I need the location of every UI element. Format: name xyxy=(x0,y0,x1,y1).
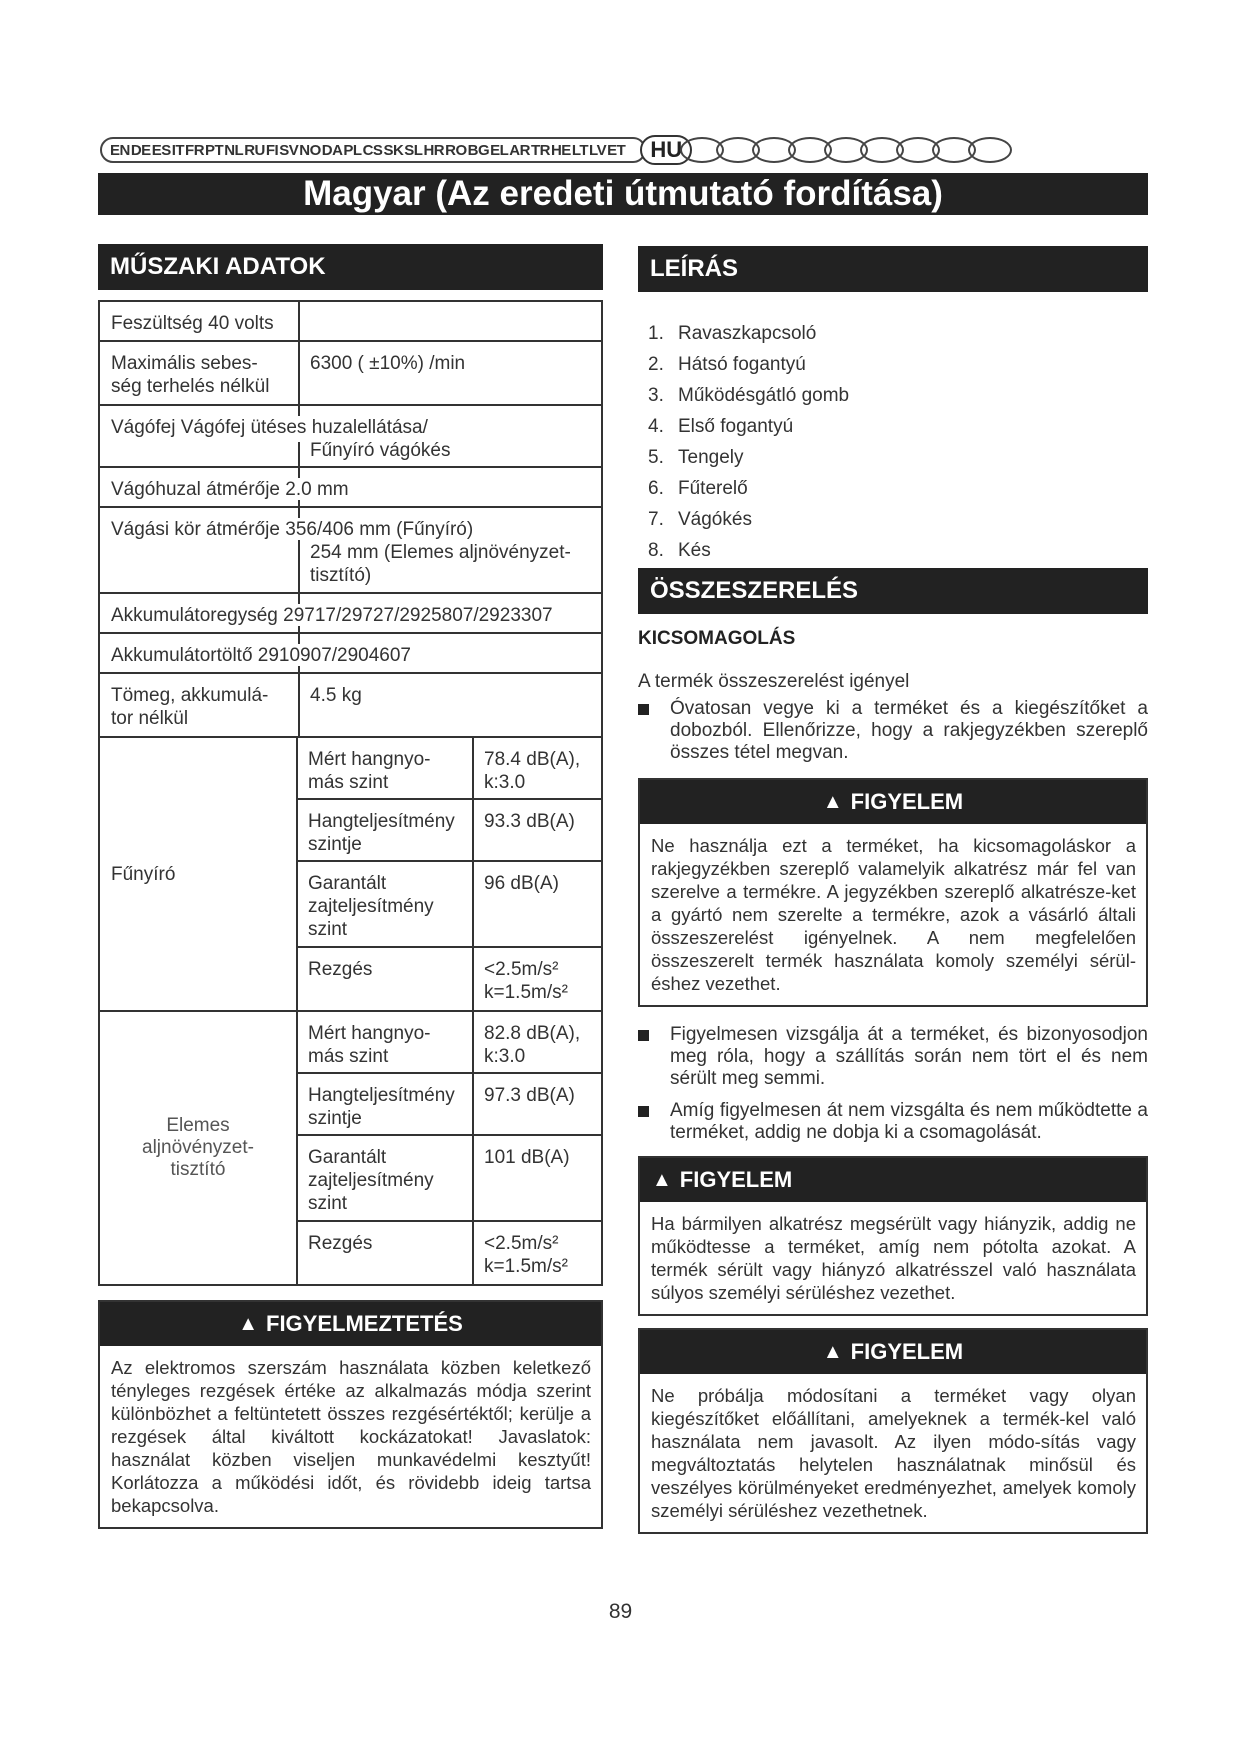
language-code: AR xyxy=(509,141,530,159)
language-code: ET xyxy=(607,141,626,159)
unpacking-intro: A termék összeszerelést igényel xyxy=(638,671,910,692)
language-code: SK xyxy=(383,141,404,159)
language-code: NO xyxy=(299,141,321,159)
bullet-square-icon xyxy=(638,1106,649,1117)
language-code: TR xyxy=(530,141,550,159)
caution-box-2: ▲ FIGYELEM Ha bármilyen alkatrész megsérült vagy hiányzik, addig ne működtesse a terméket, amíg nem pótolta azokat. A termék sérült vagy hiányzó alkatrésszel való használata súlyos személyi sérüléshez vezethet. xyxy=(638,1156,1148,1316)
language-code: RO xyxy=(445,141,467,159)
language-code: ES xyxy=(151,141,171,159)
spec-row-voltage: Feszültség 40 volts xyxy=(100,302,601,342)
spec-row-cut-circle: Vágási kör átmérője 356/406 mm (Fűnyíró) 254 mm (Elemes aljnövényzet- tisztító) xyxy=(100,508,601,594)
language-code: EL xyxy=(490,141,509,159)
language-ovals xyxy=(688,137,1012,163)
language-code: FI xyxy=(265,141,279,159)
spec-row-line-diameter: Vágóhuzal átmérője 2.0 mm xyxy=(100,468,601,508)
language-oval xyxy=(968,137,1012,163)
vibration-warning: ▲ FIGYELMEZTETÉS Az elektromos szerszám használata közben keletkező tényleges rezgések értéke az alkalmazás módja szerint különbözhet a feltüntetett összes rezgésértéktől; kerülje a rezgések által kiváltott kockázatokat! Javaslatok: használat közben viseljen munkavédelmi kesztyűt! Korlátozza a működési időt, és rövidebb ideig tartsa bekapcsolva. xyxy=(98,1300,603,1529)
warning-triangle-icon: ▲ xyxy=(822,1341,843,1363)
list-item: Figyelmesen vizsgálja át a terméket, és bizonyosodjon meg róla, hogy a szállítás során nem tört el és nem sérült meg semmi. xyxy=(638,1024,1148,1090)
spec-row-weight: Tömeg, akkumulá- tor nélkül 4.5 kg xyxy=(100,674,601,738)
caution-box-3: ▲ FIGYELEM Ne próbálja módosítani a terméket vagy olyan kiegészítőket előállítani, amelyeknek a termék-kel való használata nem javasolt. Az ilyen módo-sítás vagy megváltoztatás helytelen használatnak minősül és veszélyes körülményeket eredményezhet, amelyek komoly személyi sérüléshez vezethetnek. xyxy=(638,1328,1148,1534)
list-item: 2. Hátsó fogantyú xyxy=(648,354,806,375)
bullet-square-icon xyxy=(638,704,649,715)
language-strip xyxy=(100,135,1150,165)
spec-row-battery: Akkumulátoregység 29717/29727/2925807/2923307 xyxy=(100,594,601,634)
spec-row-charger: Akkumulátortöltő 2910907/2904607 xyxy=(100,634,601,674)
group-label: Elemes aljnövényzet- tisztító xyxy=(100,1012,298,1284)
list-item: Óvatosan vegye ki a terméket és a kiegészítőket a dobozból. Ellenőrizze, hogy a rakjegyzékben szereplő összes tétel megvan. xyxy=(638,698,1148,764)
bullet-square-icon xyxy=(638,1030,649,1041)
language-code: SL xyxy=(404,141,423,159)
warning-triangle-icon: ▲ xyxy=(822,791,843,813)
language-code: PL xyxy=(343,141,362,159)
language-code: HE xyxy=(550,141,571,159)
language-code: FR xyxy=(185,141,205,159)
language-code: HR xyxy=(423,141,445,159)
spec-group-mower: Fűnyíró Mért hangnyo- más szint 78.4 dB(A), k:3.0 Hangteljesítmény szintje 93.3 dB(A) Garantált zajteljesítmény szint 96 dB(A) Rezgés <2.5m/s² k=1.5m/s² xyxy=(100,738,601,1012)
list-item: 1. Ravaszkapcsoló xyxy=(648,323,817,344)
caution-box-1: ▲ FIGYELEM Ne használja ezt a terméket, ha kicsomagoláskor a rakjegyzékben szereplő valamelyik alkatrész már fel van szerelve a termékre. A jegyzékben szereplő alkatrésze-ket a gyártó nem szerelte a termékre, azok a vásárló általi összeszerelést igényelnek. A nem megfelelően összeszerelt termék használata komoly személyi sérül-éshez vezethet. xyxy=(638,778,1148,1007)
spec-group-brushcutter: Elemes aljnövényzet- tisztító Mért hangnyo- más szint 82.8 dB(A), k:3.0 Hangteljesítmény szintje 97.3 dB(A) Garantált zajteljesítmény szint 101 dB(A) Rezgés <2.5m/s² k=1.5m/s² xyxy=(100,1012,601,1284)
list-item: Amíg figyelmesen át nem vizsgálta és nem működtette a terméket, addig ne dobja ki a csomagolását. xyxy=(638,1100,1148,1144)
list-item: 7. Vágókés xyxy=(648,509,752,530)
language-code: DE xyxy=(130,141,151,159)
page-title: Magyar (Az eredeti útmutató fordítása) xyxy=(98,173,1148,215)
warning-triangle-icon: ▲ xyxy=(652,1169,672,1191)
list-item: 5. Tengely xyxy=(648,447,744,468)
spec-row-speed: Maximális sebes- ség terhelés nélkül 6300 ( ±10%) /min xyxy=(100,342,601,406)
language-code: BG xyxy=(467,141,490,159)
unpacking-heading: KICSOMAGOLÁS xyxy=(638,628,796,649)
language-code: CS xyxy=(362,141,383,159)
language-code: PT xyxy=(205,141,224,159)
language-code: IT xyxy=(171,141,185,159)
list-item: 8. Kés xyxy=(648,540,711,561)
active-language-badge: HU xyxy=(640,135,692,165)
spec-row-cutting-head: Vágófej Vágófej ütéses huzalellátása/ Fűnyíró vágókés xyxy=(100,406,601,468)
list-item: 4. Első fogantyú xyxy=(648,416,794,437)
warning-triangle-icon: ▲ xyxy=(238,1313,258,1335)
language-codes xyxy=(100,137,646,163)
language-code: NL xyxy=(224,141,244,159)
language-code: RU xyxy=(244,141,265,159)
list-item: 6. Fűterelő xyxy=(648,478,748,499)
page-number: 89 xyxy=(608,1600,633,1623)
specs-table xyxy=(98,300,603,1286)
language-code: EN xyxy=(110,141,130,159)
assembly-heading: ÖSSZESZERELÉS xyxy=(638,568,1148,614)
language-code: LT xyxy=(571,141,589,159)
language-code: SV xyxy=(279,141,299,159)
language-code: DA xyxy=(321,141,343,159)
description-heading: LEÍRÁS xyxy=(638,246,1148,292)
list-item: 3. Működésgátló gomb xyxy=(648,385,850,406)
group-label: Fűnyíró xyxy=(100,738,298,1010)
parts-list xyxy=(648,318,849,566)
language-code: LV xyxy=(589,141,607,159)
specs-heading: MŰSZAKI ADATOK xyxy=(98,244,603,290)
